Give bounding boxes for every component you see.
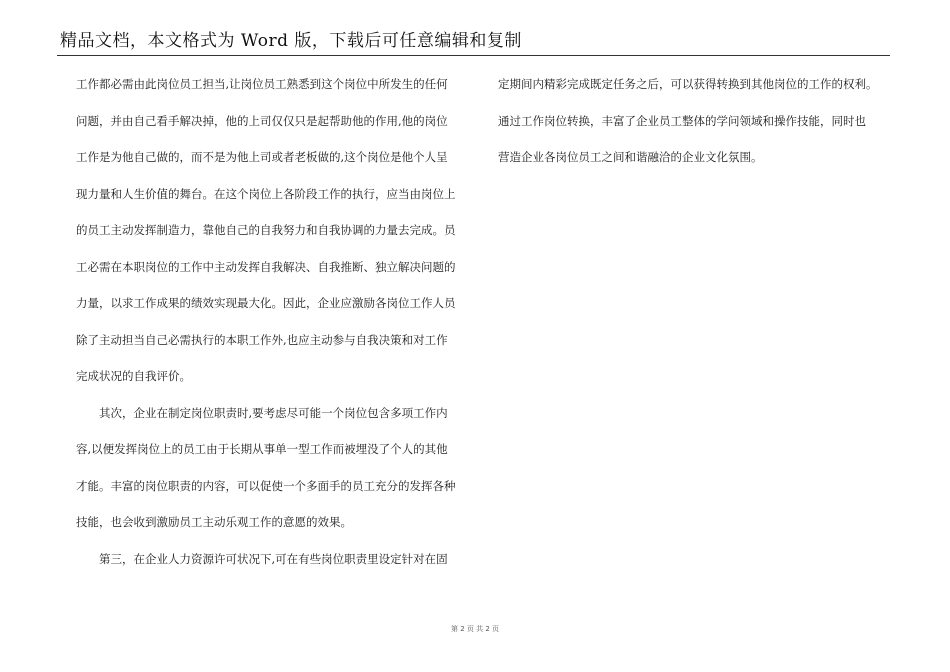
- left-text-column: [76, 66, 476, 577]
- document-header: 精品文档，本文格式为 Word 版，下载后可任意编辑和复制: [60, 31, 522, 51]
- body-line: 工作都必需由此岗位员工担当,让岗位员工熟悉到这个岗位中所发生的任何: [76, 77, 448, 91]
- body-line: 容,以便发挥岗位上的员工由于长期从事单一型工作而被埋没了个人的其他: [76, 442, 448, 456]
- body-line: 通过工作岗位转换，丰富了企业员工整体的学问领域和操作技能，同时也: [498, 113, 866, 128]
- body-line: 问题，并由自己看手解决掉，他的上司仅仅只是起帮助他的作用,他的岗位: [76, 113, 448, 128]
- body-line: 工作是为他自己做的，而不是为他上司或者老板做的,这个岗位是他个人呈: [76, 150, 448, 164]
- body-line: 现力量和人生价值的舞台。在这个岗位上各阶段工作的执行，应当由岗位上: [76, 186, 456, 201]
- body-line: 力量，以求工作成果的绩效实现最大化。因此，企业应激励各岗位工作人员: [76, 296, 456, 310]
- header-divider: [57, 55, 890, 56]
- body-line: 工必需在本职岗位的工作中主动发挥自我解决、自我推断、独立解决问题的: [76, 259, 456, 274]
- body-line: 才能。丰富的岗位职责的内容，可以促使一个多面手的员工充分的发挥各种: [76, 478, 456, 493]
- page-number: 第 2 页 共 2 页: [450, 625, 500, 633]
- right-text-column: [498, 66, 898, 176]
- body-line: 营造企业各岗位员工之间和谐融洽的企业文化氛围。: [498, 150, 763, 164]
- body-line: 的员工主动发挥制造力，靠他自己的自我努力和自我协调的力量去完成。员: [76, 223, 456, 237]
- body-line: 完成状况的自我评价。: [76, 369, 191, 383]
- body-line: 定期间内精彩完成既定任务之后，可以获得转换到其他岗位的工作的权利。: [498, 77, 878, 91]
- body-line: 除了主动担当自己必需执行的本职工作外,也应主动参与自我决策和对工作: [76, 332, 448, 347]
- paragraph-first-line: 第三，在企业人力资源许可状况下,可在有些岗位职责里设定针对在固: [99, 551, 448, 566]
- paragraph-first-line: 其次，企业在制定岗位职责时,要考虑尽可能一个岗位包含多项工作内: [99, 405, 448, 420]
- body-line: 技能，也会收到激励员工主动乐观工作的意愿的效果。: [76, 515, 352, 529]
